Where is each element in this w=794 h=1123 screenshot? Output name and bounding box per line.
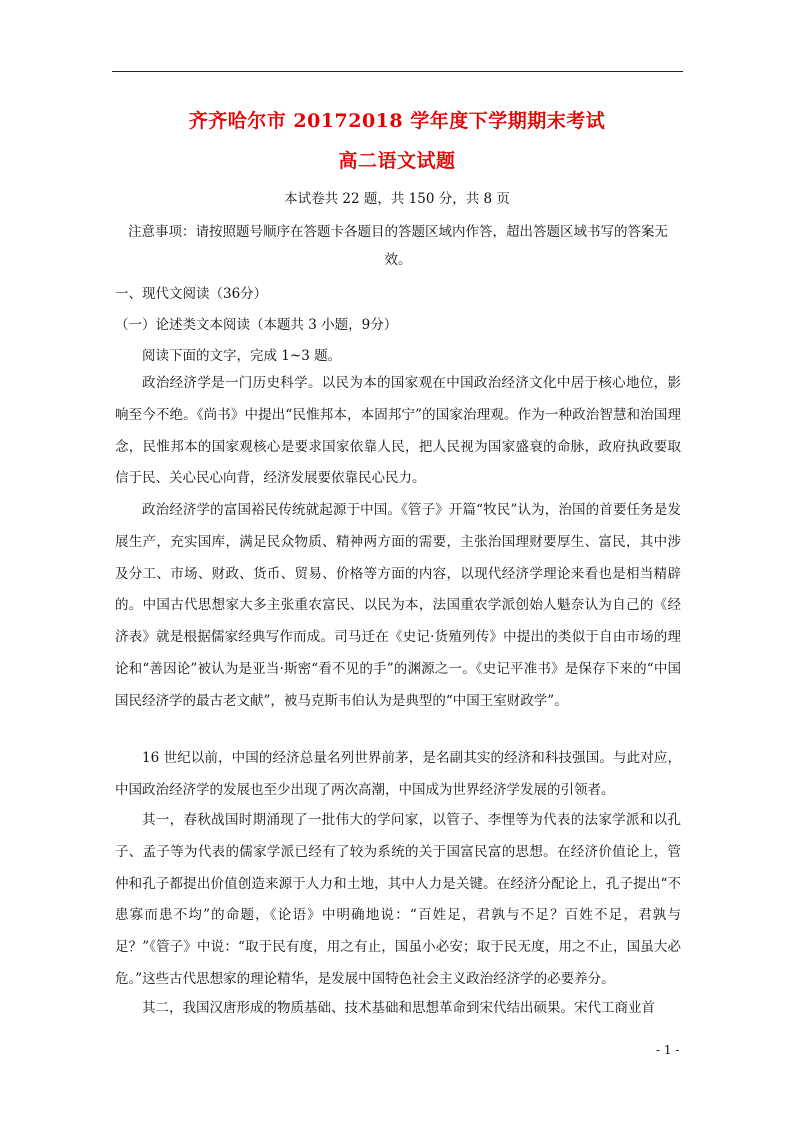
paragraph-5: 其二，我国汉唐形成的物质基础、技术基础和思想革命到宋代结出硕果。宋代工商业首 (142, 1000, 655, 1016)
page-number: - 1 - (656, 1043, 680, 1057)
paragraph-3: 16 世纪以前，中国的经济总量名列世界前茅，是名副其实的经济和科技强国。与此对应，中国政治经济学的发展也至少出现了两次高潮，中国成为世界经济学发展的引领者。 (115, 750, 681, 798)
paragraph-2: 政治经济学的富国裕民传统就起源于中国。《管子》开篇“牧民”认为，治国的首要任务是发展生产，充实国库，满足民众物质、精神两方面的需要，主张治国理财要厚生、富民，其中涉及分工、市场、财政、货币、贸易、价格等方面的内容，以现代经济学理论来看也是相当精辟的。中国古代思想家大多主张重农富民、以民为本，法国重农学派创始人魁奈认为自己的《经济表》就是根据儒家经典写作而成。司马迁在《史记·货殖列传》中提出的类似于自由市场的理论和“善因论”被认为是亚当·斯密“看不见的手”的渊源之一。《史记平准书》是保存下来的“中国国民经济学的最古老文献”，被马克斯韦伯认为是典型的“中国王室财政学”。 (115, 502, 681, 709)
exam-notice: 注意事项：请按照题号顺序在答题卡各题目的答题区域内作答，超出答题区域书写的答案无效。 (128, 224, 668, 268)
reading-instruction: 阅读下面的文字，完成 1~3 题。 (142, 348, 342, 364)
section-heading-part1-1: （一）论述类文本阅读（本题共 3 小题，9分） (115, 317, 398, 333)
header-rule (112, 71, 683, 72)
exam-subtitle: 高二语文试题 (338, 150, 456, 172)
section-heading-part1: 一、现代文阅读（36分） (115, 286, 268, 302)
exam-info: 本试卷共 22 题，共 150 分，共 8 页 (284, 191, 510, 207)
exam-title: 齐齐哈尔市 20172018 学年度下学期期末考试 (188, 110, 606, 132)
paragraph-1: 政治经济学是一门历史科学。以民为本的国家观在中国政治经济文化中居于核心地位，影响至今不绝。《尚书》中提出“民惟邦本，本固邦宁”的国家治理观。作为一种政治智慧和治国理念，民惟邦本的国家观核心是要求国家依靠人民，把人民视为国家盛衰的命脉，政府执政要取信于民、关心民心向背，经济发展要依靠民心民力。 (115, 375, 681, 487)
paragraph-4: 其一，春秋战国时期涌现了一批伟大的学问家，以管子、李悝等为代表的法家学派和以孔子、孟子等为代表的儒家学派已经有了较为系统的关于国富民富的思想。在经济价值论上，管仲和孔子都提出价值创造来源于人力和土地，其中人力是关键。在经济分配论上，孔子提出“不患寡而患不均”的命题，《论语》中明确地说：“百姓足，君孰与不足？百姓不足，君孰与足？”《管子》中说：“取于民有度，用之有止，国虽小必安；取于民无度，用之不止，国虽大必危。”这些古代思想家的理论精华，是发展中国特色社会主义政治经济学的必要养分。 (115, 812, 681, 987)
